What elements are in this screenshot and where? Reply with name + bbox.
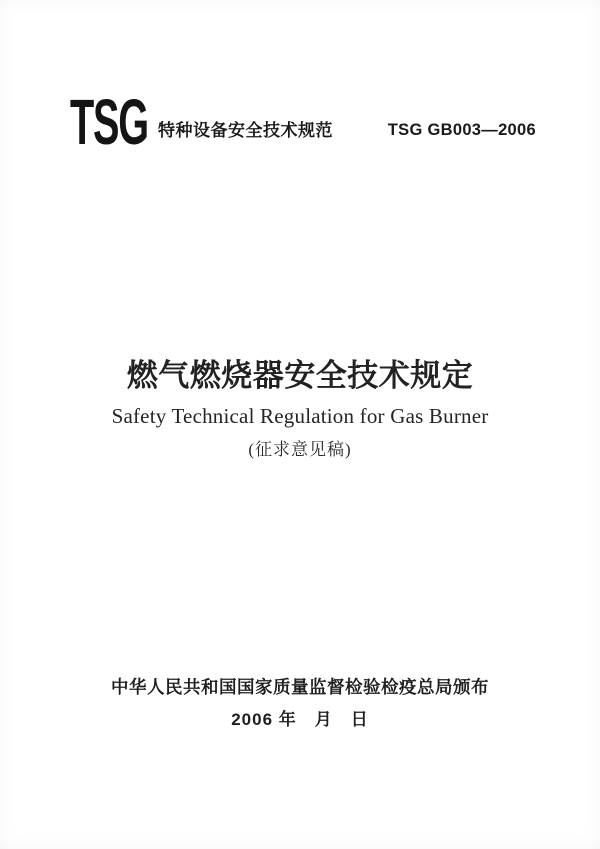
tsg-logo xyxy=(70,85,152,158)
date-line: 2006 年 月 日 xyxy=(231,710,369,729)
document-title-zh: 燃气燃烧器安全技术规定 xyxy=(126,358,474,393)
draft-note: (征求意见稿) xyxy=(248,440,352,459)
document-title-en: Safety Technical Regulation for Gas Burner xyxy=(111,404,489,428)
header-spec-name: 特种设备安全技术规范 xyxy=(158,120,333,140)
document-header xyxy=(70,85,536,158)
header-doc-code: TSG GB003—2006 xyxy=(387,120,536,139)
tsg-logo-text: TSG xyxy=(70,85,148,158)
publisher-line: 中华人民共和国国家质量监督检验检疫总局颁布 xyxy=(111,677,489,697)
